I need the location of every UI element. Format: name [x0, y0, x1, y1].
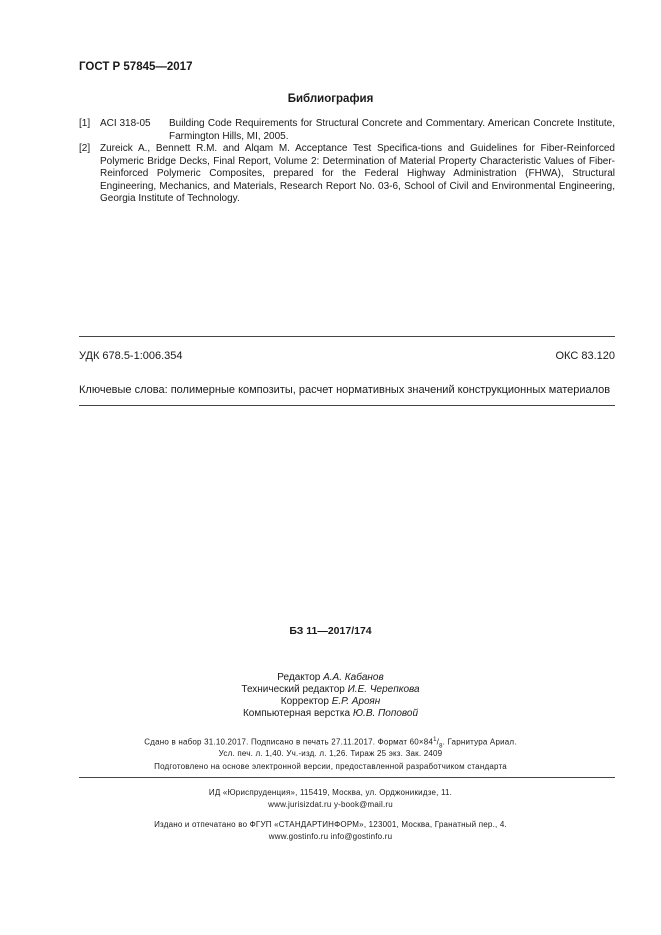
ref-text: Zureick A., Bennett R.M. and Alqam M. Acceptance Test Specifica-tions and Guidelines for Fiber-Reinforced Polymeric Bridge Decks, Final Report, Volume 2: Determination of Material Property Characteristic Values of Fiber-Reinforced Polymeric Composites, prepared for the Federal Highway Administration (FHWA), Structural Engineering, Mechanics, and Materials, Research Report No. 03-6, School of Civil and Environmental Engineering, Georgia Institute of Technology.: [100, 143, 615, 204]
divider: [79, 336, 615, 337]
keywords: Ключевые слова: полимерные композиты, расчет нормативных значений конструкционных материалов: [79, 384, 611, 396]
staff-layout: Компьютерная верстка Ю.В. Поповой: [242, 708, 419, 719]
bibliography-title: Библиография: [287, 93, 374, 105]
ref-text: Building Code Requirements for Structural Concrete and Commentary. American Concrete Institute, Farmington Hills, MI, 2005.: [169, 118, 615, 142]
bibliography-ref-1: [79, 118, 615, 143]
staff-corrector: Корректор Е.Р. Ароян: [280, 696, 381, 707]
ref-number: [2]: [79, 143, 91, 154]
bibliography-ref-2: [79, 143, 615, 206]
publisher-2: Издано и отпечатано во ФГУП «СТАНДАРТИНФОРМ», 123001, Москва, Гранатный пер., 4.: [154, 820, 507, 829]
staff-editor: Редактор А.А. Кабанов: [277, 672, 384, 683]
bz-number: БЗ 11—2017/174: [289, 625, 372, 637]
oks-code: ОКС 83.120: [555, 350, 615, 362]
divider: [79, 777, 615, 778]
ref-number: [1]: [79, 118, 91, 129]
staff-tech-editor: Технический редактор И.Е. Черепкова: [241, 684, 420, 695]
ref-code: ACI 318-05: [100, 118, 151, 129]
imprint-volume: Усл. печ. л. 1,40. Уч.-изд. л. 1,26. Тираж 25 экз. Зак. 2409: [218, 749, 443, 758]
standard-number: ГОСТ Р 57845—2017: [79, 61, 193, 73]
imprint-dates: Сдано в набор 31.10.2017. Подписано в печать 27.11.2017. Формат $60\times 84^1/_8$. Гарнитура Ариал.: [144, 737, 517, 750]
publisher-2-contacts: www.gostinfo.ru info@gostinfo.ru: [268, 832, 393, 841]
publisher-1: ИД «Юриспруденция», 115419, Москва, ул. Орджоникидзе, 11.: [208, 788, 453, 797]
divider: [79, 405, 615, 406]
udk-code: УДК 678.5-1:006.354: [79, 350, 183, 362]
imprint-note: Подготовлено на основе электронной версии, предоставленной разработчиком стандарта: [154, 762, 507, 771]
publisher-1-contacts: www.jurisizdat.ru y-book@mail.ru: [268, 800, 393, 809]
